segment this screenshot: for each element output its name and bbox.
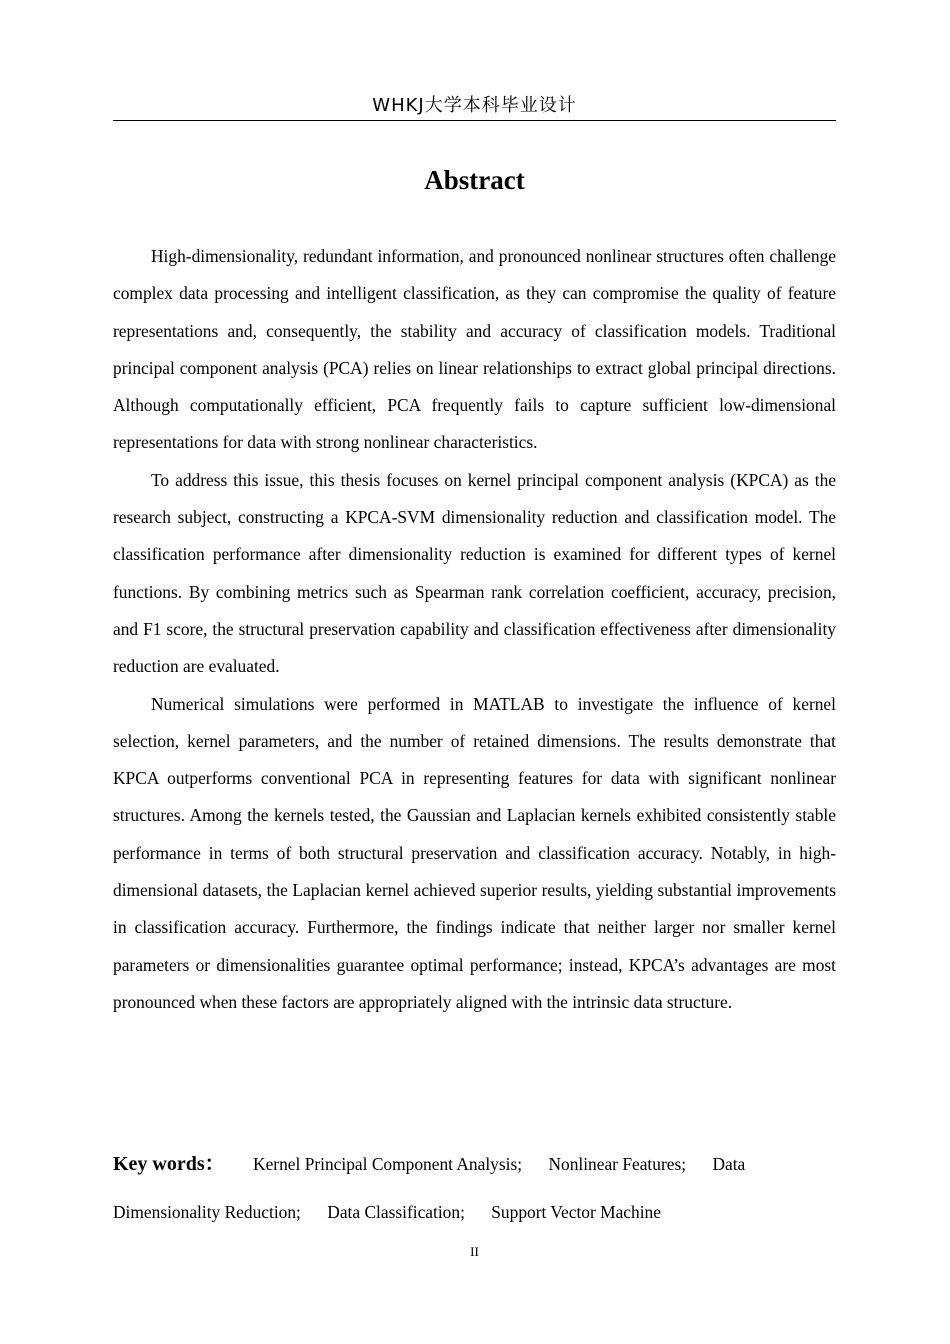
abstract-paragraph-3: Numerical simulations were performed in MATLAB to investigate the influence of kernel selection, kernel parameters, and the number of retained dimensions. The results demonstrate that KPCA outperforms conventional PCA in representing features for data with significant nonlinear structures. Among the kernels tested, the Gaussian and Laplacian kernels exhibited consistently stable performance in terms of both structural preservation and classification accuracy. Notably, in high-dimensional datasets, the Laplacian kernel achieved superior results, yielding substantial improvements in classification accuracy. Furthermore, the findings indicate that neither larger nor smaller kernel parameters or dimensionalities guarantee optimal performance; instead, KPCA’s advantages are most pronounced when these factors are appropriately aligned with the intrinsic data structure. [113, 693, 836, 1012]
abstract-title: Abstract [424, 165, 525, 195]
abstract-body [113, 238, 836, 1021]
page-header [113, 94, 836, 121]
keyword-item: Kernel Principal Component Analysis; [253, 1154, 523, 1174]
keywords-label: Key words： [113, 1153, 225, 1175]
keyword-item: Support Vector Machine [491, 1202, 661, 1222]
keywords-section [113, 1140, 836, 1236]
keyword-item: Nonlinear Features; [548, 1154, 687, 1174]
page-number: II [470, 1244, 479, 1259]
header-title: WHKJ大学本科毕业设计 [372, 95, 577, 116]
keyword-item: Data Classification; [327, 1202, 465, 1222]
keyword-item: Data Dimensionality Reduction; [113, 1154, 746, 1222]
abstract-paragraph-1: High-dimensionality, redundant information, and pronounced nonlinear structures often challenge complex data processing and intelligent classification, as they can compromise the quality of feature representations and, consequently, the stability and accuracy of classification models. Traditional principal component analysis (PCA) relies on linear relationships to extract global principal directions. Although computationally efficient, PCA frequently fails to capture sufficient low-dimensional representations for data with strong nonlinear characteristics. [113, 246, 836, 453]
abstract-paragraph-2: To address this issue, this thesis focuses on kernel principal component analysis (KPCA) as the research subject, constructing a KPCA-SVM dimensionality reduction and classification model. The classification performance after dimensionality reduction is examined for different types of kernel functions. By combining metrics such as Spearman rank correlation coefficient, accuracy, precision, and F1 score, the structural preservation capability and classification effectiveness after dimensionality reduction are evaluated. [113, 469, 836, 677]
